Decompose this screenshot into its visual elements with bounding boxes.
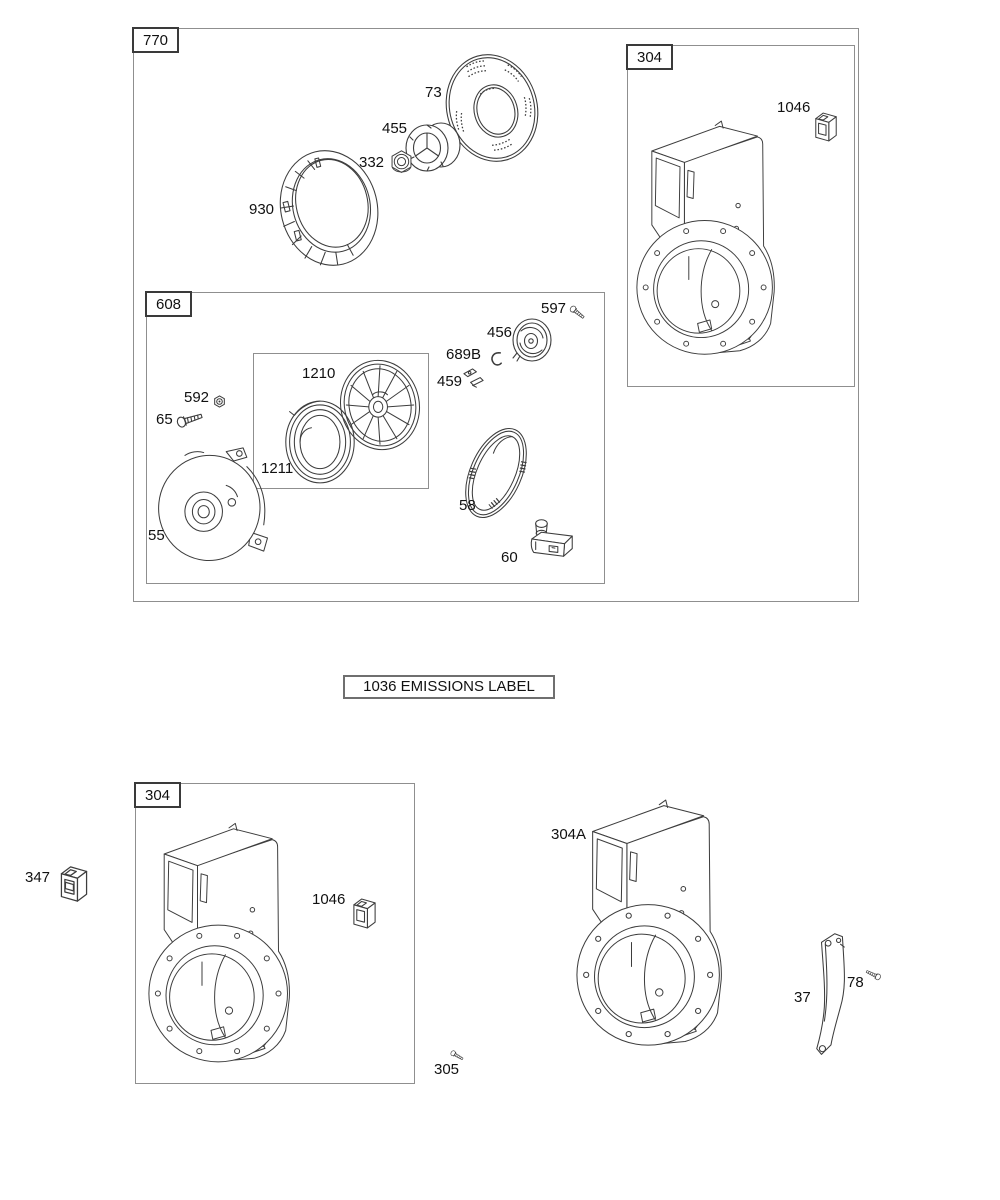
retainer-clip-drawing [489, 350, 504, 367]
blower-housing-drawing-bottom [148, 808, 328, 1080]
nut-592-drawing [213, 395, 226, 408]
callout-73: 73 [425, 84, 442, 101]
callout-1046-bottom: 1046 [312, 891, 346, 908]
callout-455: 455 [382, 120, 408, 137]
callout-1046-top: 1046 [777, 99, 811, 116]
bracket-drawing [812, 930, 850, 1060]
blower-housing-drawing-304a [576, 784, 761, 1064]
plug-347-drawing [58, 863, 90, 905]
clutch-nut-drawing [388, 149, 415, 176]
callout-930: 930 [249, 201, 275, 218]
blower-ring-drawing [278, 145, 384, 271]
plug-1046-top-drawing [813, 110, 839, 144]
starter-pawl-drawing [461, 367, 486, 392]
callout-305: 305 [434, 1061, 460, 1078]
callout-592: 592 [184, 389, 210, 406]
callout-459: 459 [437, 373, 463, 390]
callout-1211: 1211 [261, 460, 294, 477]
starter-grip-drawing [528, 515, 578, 561]
box-770-label: 770 [132, 27, 179, 53]
blower-housing-drawing-top [636, 106, 812, 372]
callout-347: 347 [25, 869, 51, 886]
callout-60: 60 [501, 549, 518, 566]
callout-65: 65 [156, 411, 173, 428]
callout-456: 456 [487, 324, 513, 341]
plug-1046-bottom-drawing [351, 896, 378, 931]
screw-597-drawing [568, 301, 592, 325]
callout-597: 597 [541, 300, 567, 317]
box-304-top-label: 304 [626, 44, 673, 70]
callout-304a: 304A [551, 826, 587, 843]
pulley-ratchet-drawing [511, 317, 553, 363]
callout-55: 55 [148, 527, 165, 544]
callout-78: 78 [847, 974, 864, 991]
callout-1210: 1210 [302, 365, 336, 382]
box-608-label: 608 [145, 291, 192, 317]
callout-689b: 689B [446, 346, 482, 363]
rewind-housing-drawing [153, 446, 275, 568]
callout-37: 37 [794, 989, 811, 1006]
callout-58: 58 [459, 497, 476, 514]
box-304-bottom-label: 304 [134, 782, 181, 808]
rewind-spring-drawing [282, 397, 358, 487]
screw-65-drawing [176, 408, 206, 430]
emissions-label-box: 1036 EMISSIONS LABEL [343, 675, 555, 699]
callout-332: 332 [359, 154, 385, 171]
